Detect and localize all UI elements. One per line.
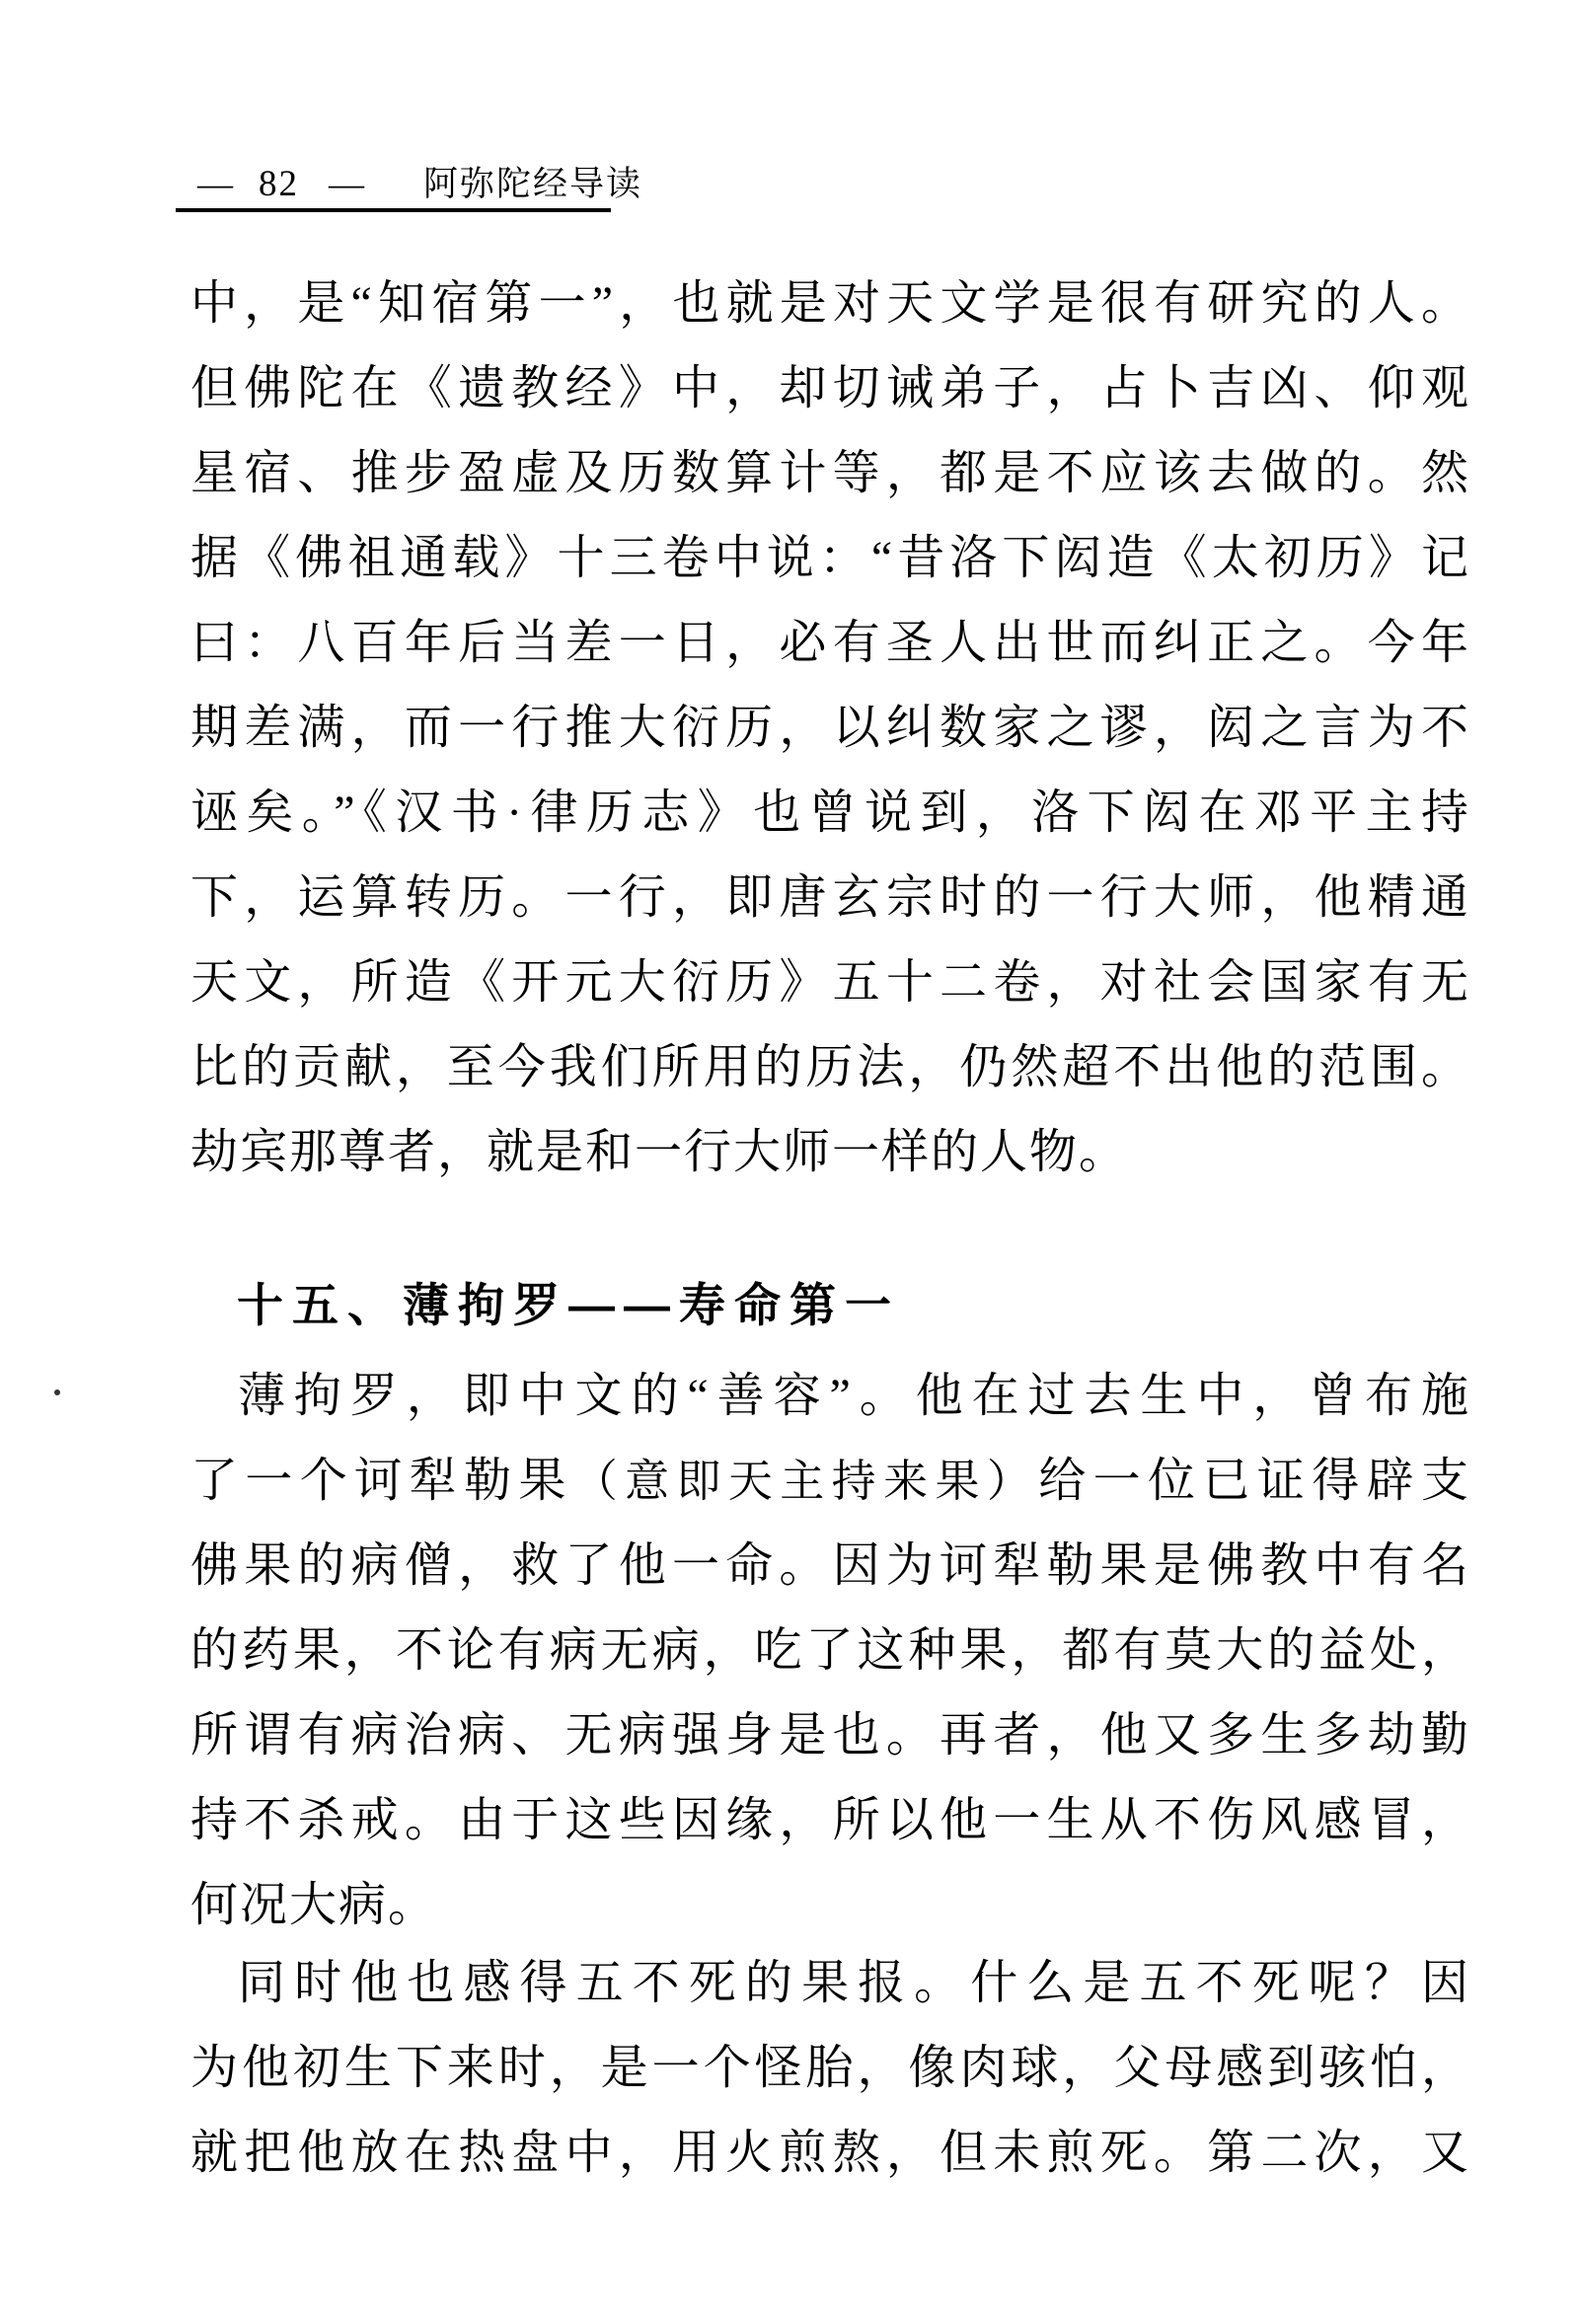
text-line: 诬矣。”《汉书·律历志》也曾说到，洛下闳在邓平主持	[190, 787, 1470, 839]
text-line: 佛果的病僧，救了他一命。因为诃犁勒果是佛教中有名	[190, 1539, 1470, 1592]
text-line: 的药果，不论有病无病，吃了这种果，都有莫大的益处，	[190, 1624, 1470, 1677]
parenthetical-kaiti-text: （意即天主持来果）	[572, 1457, 1039, 1506]
text-line: 星宿、推步盈虚及历数算计等，都是不应该去做的。然	[190, 447, 1470, 499]
text-line: 薄拘罗，即中文的“善容”。他在过去生中，曾布施	[238, 1370, 1470, 1422]
text-line: 为他初生下来时，是一个怪胎，像肉球，父母感到骇怕，	[190, 2042, 1470, 2094]
running-head	[197, 160, 642, 208]
text-line: 期差满，而一行推大衍历，以纠数家之谬，闳之言为不	[190, 702, 1470, 754]
text-line: 下，运算转历。一行，即唐玄宗时的一行大师，他精通	[190, 871, 1470, 924]
header-rule	[176, 208, 611, 212]
book-title: 阿弥陀经导读	[423, 165, 643, 203]
paragraph-2	[190, 1354, 1470, 1948]
text-line	[190, 1439, 1470, 1524]
paragraph-1	[190, 262, 1470, 1195]
section-heading: 十五、薄拘罗——寿命第一	[237, 1279, 900, 1331]
text-line: 但佛陀在《遗教经》中，却切诫弟子，占卜吉凶、仰观	[190, 362, 1470, 414]
text-line: 比的贡献，至今我们所用的历法，仍然超不出他的范围。	[190, 1041, 1470, 1093]
text-line: 持不杀戒。由于这些因缘，所以他一生从不伤风感冒，	[190, 1794, 1470, 1846]
paragraph-3	[190, 1941, 1470, 2196]
text-segment: 给一位已证得辟支	[1038, 1455, 1470, 1507]
text-line: 何况大病。	[190, 1879, 438, 1931]
text-line: 劫宾那尊者，就是和一行大师一样的人物。	[190, 1126, 1129, 1178]
text-line: 就把他放在热盘中，用火煎熬，但未煎死。第二次，又	[190, 2127, 1470, 2179]
text-line: 同时他也感得五不死的果报。什么是五不死呢？因	[238, 1957, 1470, 2009]
scan-speck	[54, 1389, 60, 1395]
text-line: 所谓有病治病、无病强身是也。再者，他又多生多劫勤	[190, 1709, 1470, 1762]
page-number: 82	[259, 164, 299, 204]
text-line: 据《佛祖通载》十三卷中说：“昔洛下闳造《太初历》记	[190, 532, 1470, 584]
page-number-dash-right: —	[329, 164, 364, 203]
page-number-dash-left: —	[197, 164, 233, 203]
text-segment: 了一个诃犁勒果	[190, 1455, 573, 1507]
text-line: 曰：八百年后当差一日，必有圣人出世而纠正之。今年	[190, 617, 1470, 669]
text-line: 天文，所造《开元大衍历》五十二卷，对社会国家有无	[190, 956, 1470, 1009]
text-line: 中，是“知宿第一”，也就是对天文学是很有研究的人。	[190, 277, 1470, 330]
